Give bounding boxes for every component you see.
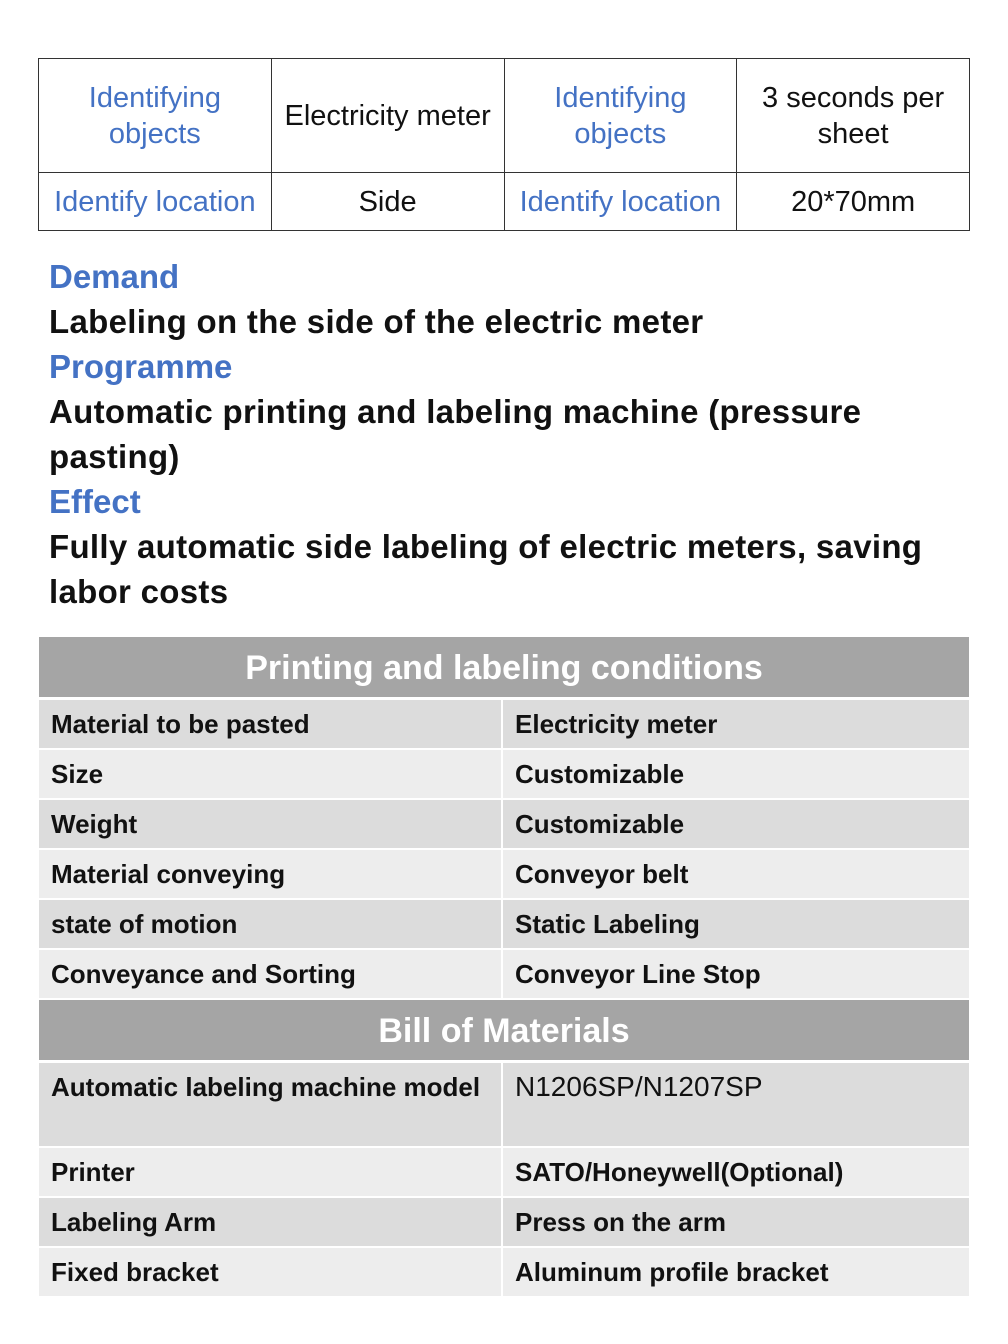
row-value: Customizable	[503, 750, 969, 798]
table-row	[39, 173, 970, 231]
description-block	[49, 254, 949, 614]
identify-location-value: Side	[271, 173, 504, 231]
table-row	[39, 1248, 969, 1298]
table-row	[39, 850, 969, 900]
identifying-objects-value: Electricity meter	[271, 59, 504, 173]
effect-heading: Effect	[49, 483, 141, 520]
row-key: Automatic labeling machine model	[39, 1063, 503, 1146]
row-key: Fixed bracket	[39, 1248, 503, 1296]
identifying-objects-label: Identifying objects	[39, 59, 272, 173]
row-value: Conveyor belt	[503, 850, 969, 898]
identification-table	[38, 58, 970, 231]
demand-text: Labeling on the side of the electric meter	[49, 303, 704, 340]
programme-heading: Programme	[49, 348, 233, 385]
table-row	[39, 1063, 969, 1148]
row-value: SATO/Honeywell(Optional)	[503, 1148, 969, 1196]
row-value: Electricity meter	[503, 700, 969, 748]
identifying-speed-value: 3 seconds per sheet	[737, 59, 970, 173]
row-value: Conveyor Line Stop	[503, 950, 969, 998]
demand-heading: Demand	[49, 258, 180, 295]
programme-text: Automatic printing and labeling machine (pressure pasting)	[49, 393, 862, 475]
identify-location-label: Identify location	[39, 173, 272, 231]
table-row	[39, 800, 969, 850]
bom-title: Bill of Materials	[39, 1000, 969, 1063]
table-row	[39, 1198, 969, 1248]
row-value: Press on the arm	[503, 1198, 969, 1246]
table-row	[39, 700, 969, 750]
spec-table	[39, 637, 969, 1298]
row-key: Labeling Arm	[39, 1198, 503, 1246]
row-key: Material to be pasted	[39, 700, 503, 748]
row-key: Conveyance and Sorting	[39, 950, 503, 998]
row-value: N1206SP/N1207SP	[503, 1063, 969, 1146]
row-key: Material conveying	[39, 850, 503, 898]
row-key: Size	[39, 750, 503, 798]
identify-location-label-2: Identify location	[504, 173, 737, 231]
table-row	[39, 59, 970, 173]
conditions-title: Printing and labeling conditions	[39, 637, 969, 700]
row-value: Aluminum profile bracket	[503, 1248, 969, 1296]
identifying-objects-label-2: Identifying objects	[504, 59, 737, 173]
table-row	[39, 950, 969, 1000]
effect-text: Fully automatic side labeling of electric meters, saving labor costs	[49, 528, 923, 610]
row-key: Weight	[39, 800, 503, 848]
row-key: Printer	[39, 1148, 503, 1196]
table-row	[39, 900, 969, 950]
table-row	[39, 750, 969, 800]
row-value: Customizable	[503, 800, 969, 848]
row-key: state of motion	[39, 900, 503, 948]
label-size-value: 20*70mm	[737, 173, 970, 231]
row-value: Static Labeling	[503, 900, 969, 948]
table-row	[39, 1148, 969, 1198]
